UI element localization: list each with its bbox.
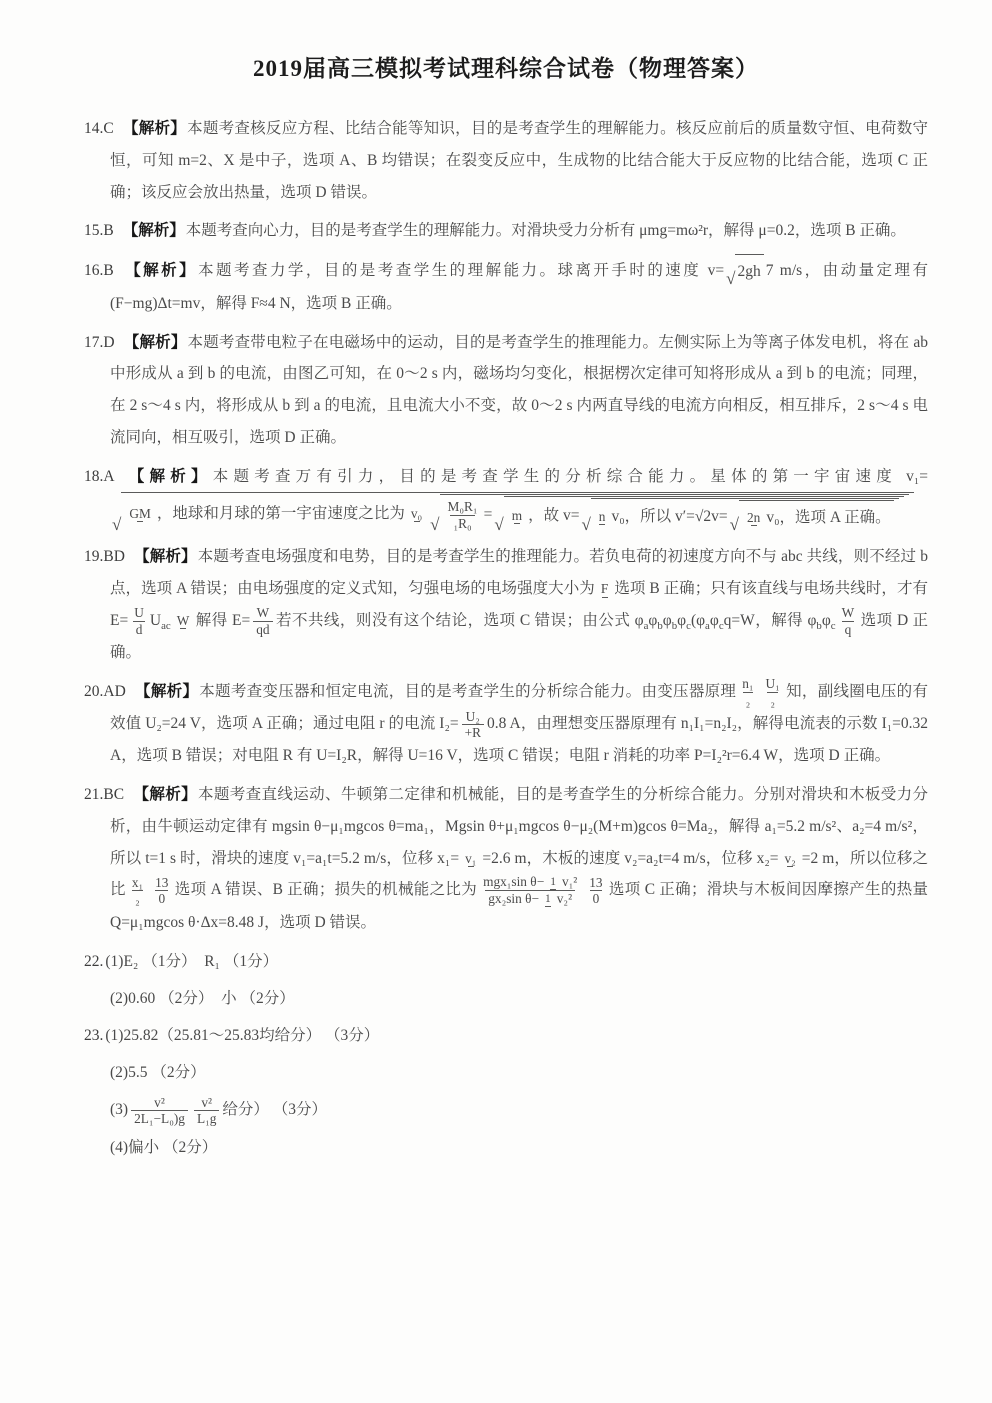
- short-answer-text: (2)0.60 （2分） 小 （2分）: [110, 990, 295, 1008]
- analysis-label: 【解析】: [122, 120, 187, 137]
- short-answer-line: [84, 1057, 928, 1088]
- analysis-label: 【解析】: [123, 467, 212, 485]
- short-answer-text: (2)5.5 （2分）: [110, 1064, 206, 1082]
- short-answer-text: (1)E₂ （1分） R₁ （1分）: [105, 953, 279, 971]
- answer-item: [84, 779, 928, 939]
- answer-text: 本题考查万有引力，目的是考查学生的分析综合能力。星体的第一宇宙速度 v₁= √ GM ，地球和月球的第一宇宙速度之比为 v₀ √ $\frac{\text{M₀R₁}}{\text{₁R₀}}$ = √ m ，故 v= √ n v₀，所以 v′=√2v= √ 2n v₀，选项 A 正确。: [112, 467, 928, 535]
- answer-number: 23.: [84, 1027, 104, 1045]
- answer-number: 20.AD: [84, 682, 126, 700]
- answer-number: 16.B: [84, 261, 114, 279]
- answer-item: [84, 461, 928, 535]
- short-answer-line: [84, 1132, 928, 1163]
- short-answer-line: [84, 946, 928, 977]
- answer-text: 本题考查直线运动、牛顿第二定律和机械能，目的是考查学生的分析综合能力。分别对滑块和木板受力分析，由牛顿运动定律有 mgsin θ−μ₁mgcos θ=ma₁，Mgsin θ+μ₁mgcos θ−μ₂(M+m)gcos θ=Ma₂，解得 a₁=5.2 m/s²、a₂=4 m/s²，所以 t=1 s 时，滑块的速度 v₁=a₁t=5.2 m/s，位移 x₁= v₁ =2.6 m，木板的速度 v₂=a₂t=4 m/s，位移 x₂= v₂ =2 m，所以位移之比 $\frac{\text{x₁}}{\text{₂}}$ $\frac{13}{0}$ 选项 A 错误、B 正确；损失的机械能之比为 mgx₁sin θ− 1 v₁² gx₂sin θ− 1 v₂² $\frac{13}{0}$ 选项 C 正确；滑块与木板间因摩擦产生的热量 Q=μ₁mgcos θ·Δx=8.48 J，选项 D 错误。: [110, 786, 928, 932]
- answer-text: 本题考查核反应方程、比结合能等知识，目的是考查学生的理解能力。核反应前后的质量数守恒、电荷数守恒，可知 m=2、X 是中子，选项 A、B 均错误；在裂变反应中，生成物的比结合能大于反应物的比结合能，选项 C 正确；该反应会放出热量，选项 D 错误。: [110, 120, 928, 201]
- answer-number: 22.: [84, 953, 104, 971]
- short-answer-text: (3) $\frac{\text{v²}}{\text{2L₁−L₀)g}}$ $\frac{\text{v²}}{\text{L₁g}}$ 给分） （3分）: [110, 1094, 328, 1127]
- answer-text: 本题考查带电粒子在电磁场中的运动，目的是考查学生的推理能力。左侧实际上为等离子体发电机，将在 ab 中形成从 a 到 b 的电流，由图乙可知，在 0～2 s 内，磁场均匀变化，根据楞次定律可知将形成从 a 到 b 的电流；同理，在 2 s～4 s 内，将形成从 b 到 a 的电流，且电流大小不变，故 0～2 s 内两直导线的电流方向相反，相互排斥，2 s～4 s 电流同向，相互吸引，选项 D 正确。: [110, 333, 928, 446]
- answers-list: [84, 113, 928, 939]
- analysis-label: 【解析】: [133, 548, 197, 566]
- answer-number: 15.B: [84, 222, 114, 240]
- answer-text: 本题考查力学，目的是考查学生的理解能力。球离开手时的速度 v= √ 2gh 7 m/s，由动量定理有(F−mg)Δt=mv，解得 F≈4 N，选项 B 正确。: [110, 262, 928, 312]
- answer-item: [84, 215, 928, 247]
- answer-item: [84, 541, 928, 669]
- short-answer-line: [84, 1020, 928, 1051]
- answer-item: [84, 113, 928, 208]
- short-answer-line: [84, 983, 928, 1014]
- analysis-label: 【解析】: [122, 261, 198, 279]
- page-title: 2019届高三模拟考试理科综合试卷（物理答案）: [253, 56, 759, 81]
- analysis-label: 【解析】: [133, 786, 197, 804]
- answer-text: 本题考查向心力，目的是考查学生的理解能力。对滑块受力分析有 μmg=mω²r，解得 μ=0.2，选项 B 正确。: [185, 222, 906, 240]
- short-answer-line: [84, 1094, 928, 1126]
- answer-item: [84, 676, 928, 772]
- analysis-label: 【解析】: [123, 333, 187, 351]
- answer-number: 18.A: [84, 467, 115, 485]
- analysis-label: 【解析】: [122, 222, 185, 240]
- answer-number: 21.BC: [84, 786, 125, 804]
- analysis-label: 【解析】: [134, 682, 199, 700]
- answer-item: [84, 254, 928, 320]
- answer-number: 19.BD: [84, 548, 125, 566]
- short-answers-list: [84, 946, 928, 1163]
- answer-text: 本题考查变压器和恒定电流，目的是考查学生的分析综合能力。由变压器原理 $\frac{\text{n₁}}{\text{₂}}$ $\frac{\text{U₁}}{\text{₂}}$ 知，副线圈电压的有效值 U₂=24 V，选项 A 正确；通过电阻 r 的电流 I₂= $\frac{\text{U₂}}{+R}$ 0.8 A，由理想变压器原理有 n₁I₁=n₂I₂，解得电流表的示数 I₁=0.32 A，选项 B 错误；对电阻 R 有 U=I₂R，解得 U=16 V，选项 C 错误；电阻 r 消耗的功率 P=I₂²r=6.4 W，选项 D 正确。: [110, 676, 929, 765]
- answer-number: 17.D: [84, 333, 115, 351]
- answer-number: 14.C: [84, 120, 114, 137]
- short-answer-text: (4)偏小 （2分）: [110, 1139, 218, 1157]
- short-answer-text: (1)25.82（25.81～25.83均给分） （3分）: [105, 1027, 380, 1045]
- answer-text: 本题考查电场强度和电势，目的是考查学生的推理能力。若负电荷的初速度方向不与 abc 共线，则不经过 b 点，选项 A 错误；由电场强度的定义式知，匀强电场的电场强度大小为 F 选项 B 正确；只有该直线与电场共线时，才有 E= $\frac{U}{d}$ $U_{ac}$ W 解得 E= $\frac{W}{qd}$ 若不共线，则没有这个结论，选项 C 错误；由公式 $\varphi_a\varphi_b\varphi_b\varphi_c(\varphi_a\varphi_cq=W$，解得 $\varphi_b\varphi_c$ $\frac{W}{q}$ 选项 D 正确。: [110, 548, 929, 662]
- answer-item: [84, 327, 928, 454]
